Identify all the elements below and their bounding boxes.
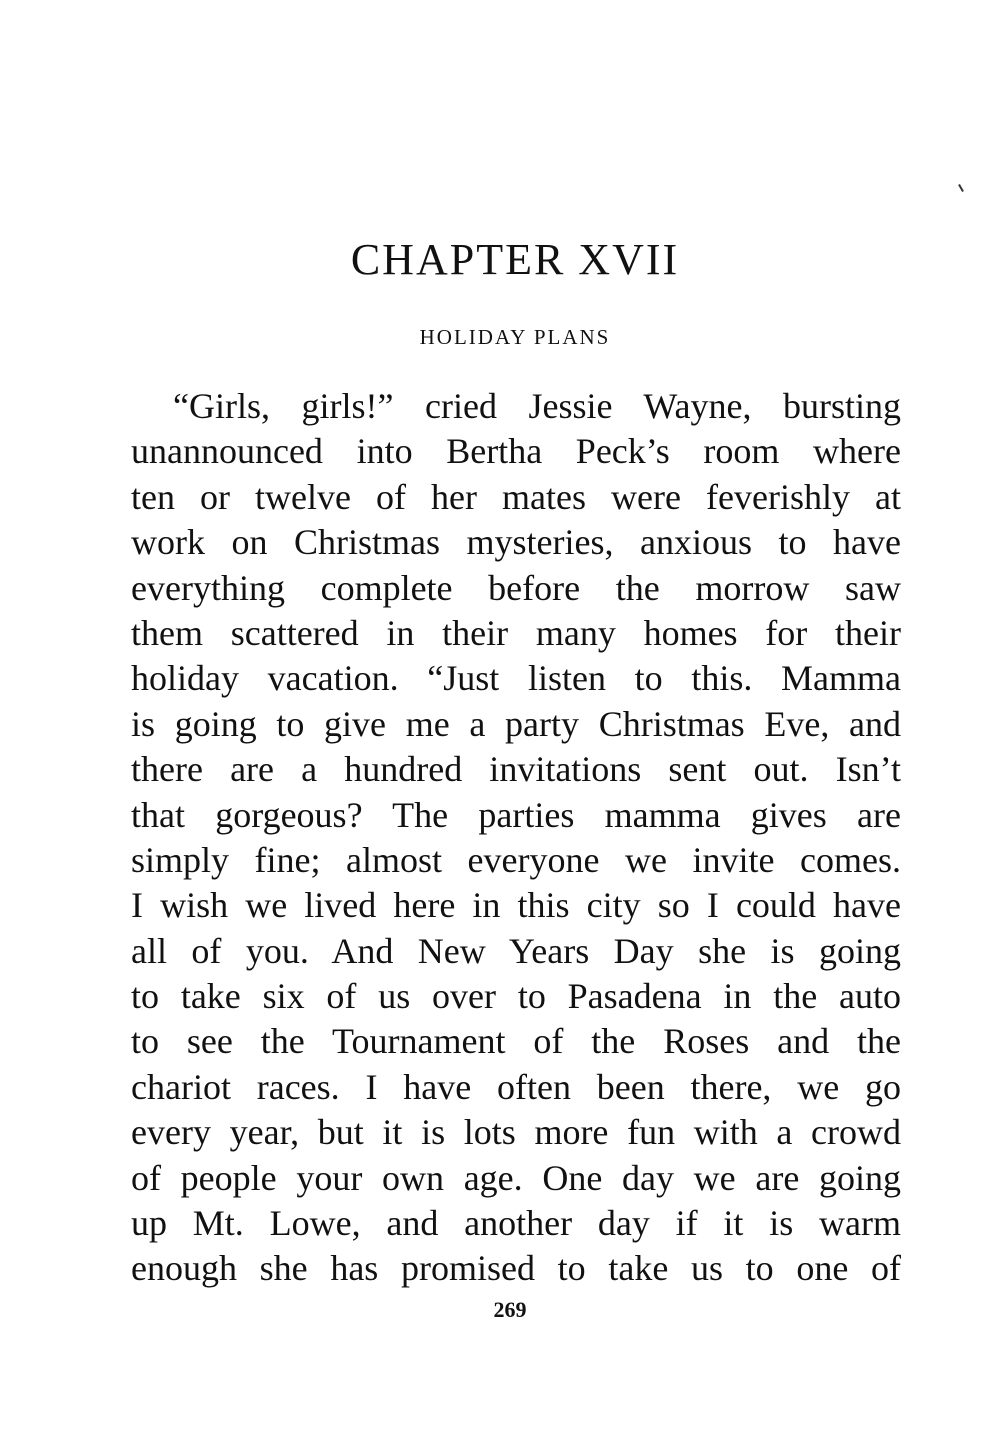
text-line: ten or twelve of her mates were feverishly at bbox=[131, 476, 901, 517]
text-line: up Mt. Lowe, and another day if it is warm bbox=[131, 1203, 901, 1244]
text-line: to take six of us over to Pasadena in the auto bbox=[131, 976, 901, 1017]
text-line: simply fine; almost everyone we invite comes. bbox=[131, 839, 901, 880]
text-line: chariot races. I have often been there, we go bbox=[131, 1066, 901, 1107]
print-speck bbox=[958, 184, 964, 192]
page-number: 269 bbox=[493, 1297, 527, 1322]
text-line: “Girls, girls!” cried Jessie Wayne, bursting bbox=[173, 386, 901, 426]
body-text bbox=[131, 384, 901, 1292]
text-line: them scattered in their many homes for their bbox=[131, 612, 901, 653]
text-line: work on Christmas mysteries, anxious to have bbox=[131, 522, 901, 563]
text-line: of people your own age. One day we are going bbox=[131, 1157, 901, 1198]
text-line: to see the Tournament of the Roses and the bbox=[131, 1021, 901, 1062]
text-line: is going to give me a party Christmas Eve, and bbox=[131, 703, 901, 744]
chapter-subtitle: HOLIDAY PLANS bbox=[419, 325, 611, 349]
chapter-title: CHAPTER XVII bbox=[350, 235, 680, 284]
text-line: I wish we lived here in this city so I could have bbox=[131, 885, 901, 926]
text-line: all of you. And New Years Day she is going bbox=[131, 930, 901, 971]
text-line: that gorgeous? The parties mamma gives are bbox=[131, 794, 901, 835]
text-line: holiday vacation. “Just listen to this. Mamma bbox=[131, 658, 901, 699]
text-line: there are a hundred invitations sent out. Isn’t bbox=[131, 749, 901, 790]
text-line: every year, but it is lots more fun with a crowd bbox=[131, 1112, 901, 1153]
text-line: everything complete before the morrow saw bbox=[131, 567, 901, 608]
text-line: unannounced into Bertha Peck’s room where bbox=[131, 431, 901, 472]
text-line: enough she has promised to take us to one of bbox=[131, 1248, 901, 1289]
